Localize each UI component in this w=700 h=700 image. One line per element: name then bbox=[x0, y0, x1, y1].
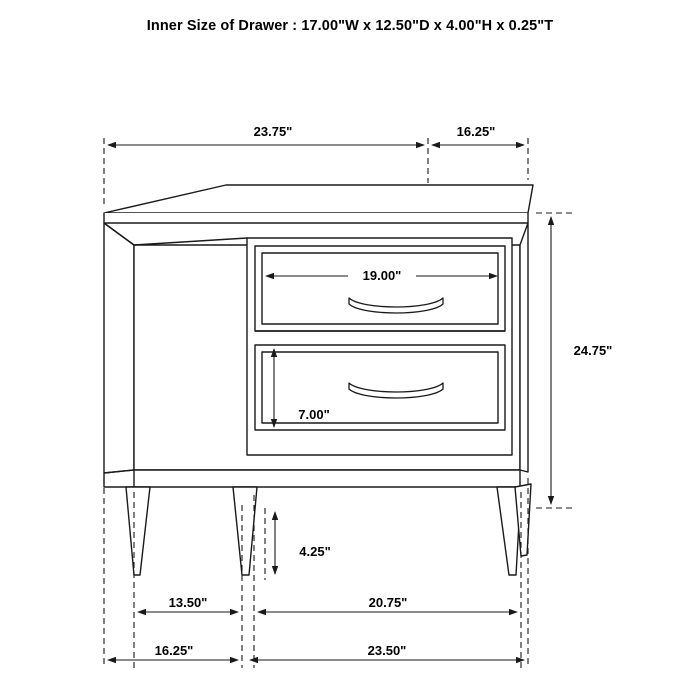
dim-label-bottom-right: 20.75" bbox=[368, 595, 408, 610]
dim-label-top-right: 16.25" bbox=[456, 124, 496, 139]
page-title: Inner Size of Drawer : 17.00"W x 12.50"D x 4.00"H x 0.25"T bbox=[146, 18, 554, 34]
dim-label-leg-height: 4.25" bbox=[299, 544, 331, 559]
dim-label-top-left: 23.75" bbox=[253, 124, 293, 139]
leg-front-left bbox=[126, 487, 150, 575]
leg-back-left bbox=[233, 487, 257, 575]
dim-label-drawer-height: 7.00" bbox=[298, 407, 330, 422]
dim-label-overall-height: 24.75" bbox=[573, 343, 613, 358]
dim-label-bottom-left: 13.50" bbox=[168, 595, 208, 610]
dim-label-base-left: 16.25" bbox=[154, 643, 194, 658]
dim-label-base-right: 23.50" bbox=[367, 643, 407, 658]
base-apron bbox=[104, 470, 520, 487]
upper-drawer bbox=[255, 246, 505, 331]
dim-label-drawer-width: 19.00" bbox=[362, 268, 402, 283]
